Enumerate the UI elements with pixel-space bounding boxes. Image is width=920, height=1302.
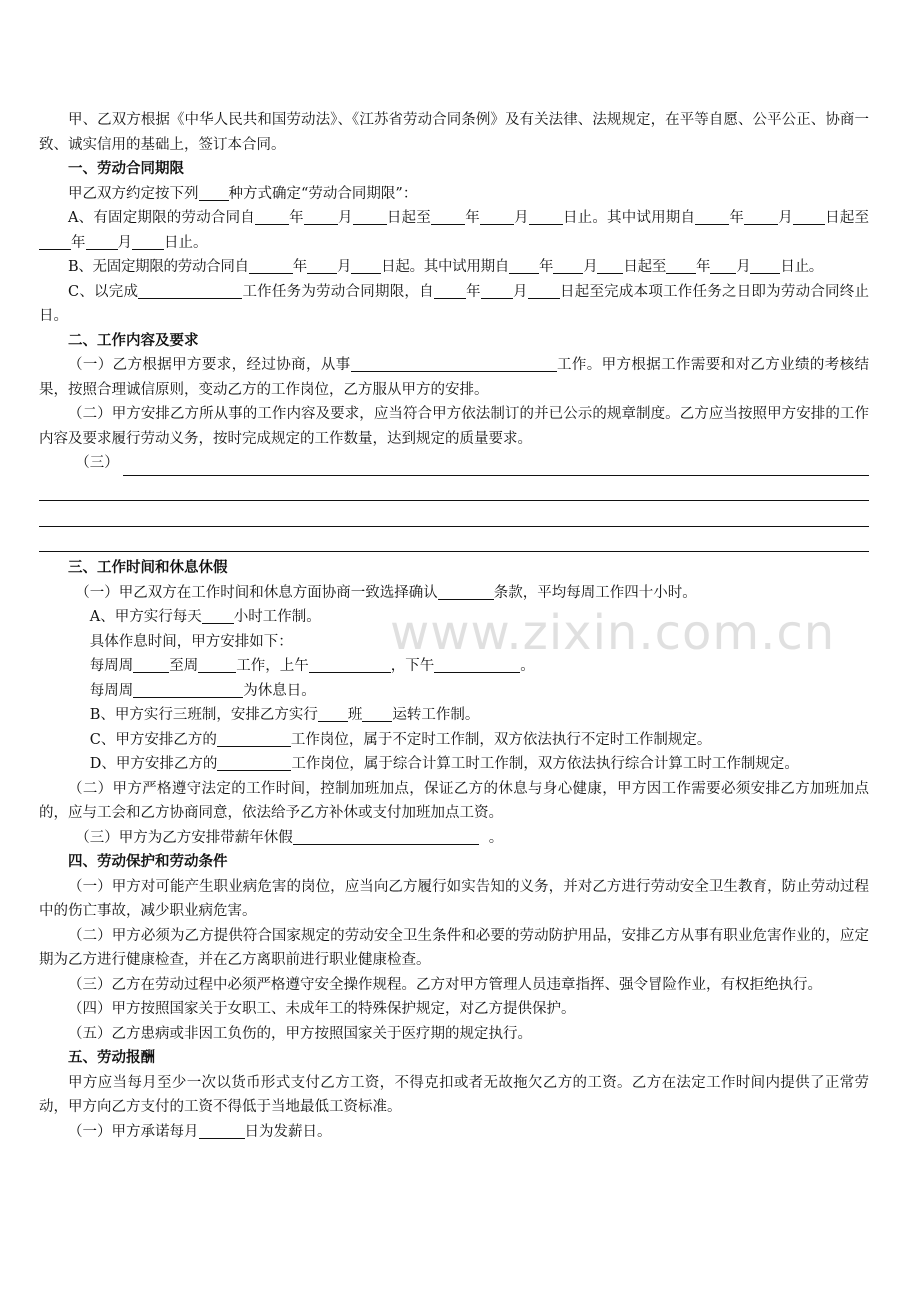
- section-2-title: 二、工作内容及要求: [68, 332, 199, 349]
- s5-paragraph-1: 甲方应当每月至少一次以货币形式支付乙方工资，不得克扣或者无故拖欠乙方的工资。乙方在法定工作时间内提供了正常劳动，甲方向乙方支付的工资不得低于当地最低工资标准。: [39, 1074, 869, 1115]
- blank-field[interactable]: [309, 656, 391, 673]
- blank-field[interactable]: [133, 656, 169, 673]
- s1-line-1: 甲乙双方约定按下列 种方式确定“劳动合同期限”：: [68, 185, 418, 202]
- blank-field[interactable]: [438, 583, 494, 600]
- s5-paragraph-2: （一）甲方承诺每月 日为发薪日。: [68, 1123, 332, 1140]
- s3-schedule-line: 每周周 至周 工作，上午 ，下午 。: [89, 658, 535, 674]
- s3-paragraph-1: （一）甲乙双方在工作时间和休息方面协商一致选择确认 条款，平均每周工作四十小时。: [75, 584, 697, 601]
- blank-field[interactable]: [553, 257, 583, 274]
- s2-item-3: （三）: [39, 451, 869, 476]
- blank-field[interactable]: [597, 257, 623, 274]
- blank-field[interactable]: [138, 282, 242, 299]
- section-4-title: 四、劳动保护和劳动条件: [68, 854, 228, 870]
- s3-option-a: A、甲方实行每天 小时工作制。: [89, 609, 321, 625]
- s4-paragraph-1: （一）甲方对可能产生职业病危害的岗位，应当向乙方履行如实告知的义务，并对乙方进行劳动安全卫生教育，防止劳动过程中的伤亡事故，减少职业病危害。: [39, 878, 869, 919]
- blank-field[interactable]: [199, 184, 229, 201]
- blank-field[interactable]: [318, 705, 348, 722]
- s4-paragraph-3: （三）乙方在劳动过程中必须严格遵守安全操作规程。乙方对甲方管理人员违章指挥、强令冒险作业，有权拒绝执行。: [68, 976, 822, 993]
- s3-option-d: D、甲方安排乙方的 工作岗位，属于综合计算工时工作制，双方依法执行综合计算工时工作制规定。: [89, 756, 799, 772]
- blank-field[interactable]: [434, 656, 520, 673]
- blank-field[interactable]: [39, 233, 71, 250]
- blank-field[interactable]: [133, 681, 243, 698]
- blank-field[interactable]: [481, 282, 513, 299]
- blank-field[interactable]: [199, 1122, 245, 1139]
- blank-field[interactable]: [249, 257, 293, 274]
- blank-field[interactable]: [255, 208, 289, 225]
- blank-field[interactable]: [293, 828, 479, 845]
- blank-field[interactable]: [480, 208, 514, 225]
- blank-field[interactable]: [202, 607, 234, 624]
- blank-field[interactable]: [710, 257, 736, 274]
- s1-option-c: C、以完成 工作任务为劳动合同期限，自 年 月 日起至完成本项工作任务之日即为劳动合同终止日。: [39, 283, 870, 324]
- s2-paragraph-2: （二）甲方安排乙方所从事的工作内容及要求，应当符合甲方依法制订的并已公示的规章制度。乙方应当按照甲方安排的工作内容及要求履行劳动义务，按时完成规定的工作数量，达到规定的质量要求。: [39, 406, 869, 447]
- blank-field[interactable]: [307, 257, 337, 274]
- s3-paragraph-3: （三）甲方为乙方安排带薪年休假 。: [75, 829, 504, 846]
- watermark: www.zixin.com.cn: [390, 605, 836, 661]
- section-3-title: 三、工作时间和休息休假: [68, 560, 228, 576]
- blank-field[interactable]: [217, 730, 291, 747]
- s3-schedule-label: 具体作息时间，甲方安排如下：: [89, 633, 293, 650]
- blank-field[interactable]: [434, 282, 466, 299]
- blank-field[interactable]: [86, 233, 118, 250]
- blank-field[interactable]: [695, 208, 729, 225]
- blank-field[interactable]: [529, 208, 563, 225]
- blank-field[interactable]: [528, 282, 560, 299]
- blank-field[interactable]: [198, 656, 236, 673]
- s4-paragraph-4: （四）甲方按照国家关于女职工、未成年工的特殊保护规定，对乙方提供保护。: [68, 1001, 576, 1017]
- s3-option-c: C、甲方安排乙方的 工作岗位，属于不定时工作制，双方依法执行不定时工作制规定。: [89, 731, 712, 748]
- section-1-title: 一、劳动合同期限: [68, 161, 184, 177]
- s3-paragraph-2: （二）甲方严格遵守法定的工作时间，控制加班加点，保证乙方的休息与身心健康，甲方因工作需要必须安排乙方加班加点的，应与工会和乙方协商同意，依法给予乙方补休或支付加班加点工资。: [39, 780, 869, 821]
- s1-option-b: B、无固定期限的劳动合同自 年 月 日起。其中试用期自 年 月 日起至 年 月 日止。: [68, 259, 824, 275]
- blank-field[interactable]: [793, 208, 825, 225]
- blank-field[interactable]: [353, 208, 387, 225]
- s3-rest-day-line: 每周周 为休息日。: [89, 682, 316, 699]
- s4-paragraph-5: （五）乙方患病或非因工负伤的，甲方按照国家关于医疗期的规定执行。: [68, 1025, 532, 1042]
- blank-field[interactable]: [351, 257, 381, 274]
- s2-paragraph-1: （一）乙方根据甲方要求，经过协商，从事 工作。甲方根据工作需要和对乙方业绩的考核结果，按照合理诚信原则，变动乙方的工作岗位，乙方服从甲方的安排。: [39, 357, 869, 398]
- contract-document: [39, 108, 869, 1144]
- blank-field[interactable]: [509, 257, 539, 274]
- blank-field[interactable]: [362, 705, 392, 722]
- blank-field[interactable]: [217, 754, 291, 771]
- s1-option-a: A、有固定期限的劳动合同自 年 月 日起至 年 月 日止。其中试用期自 年 月 日起至年 月 日止。: [39, 206, 869, 255]
- blank-field[interactable]: [132, 233, 164, 250]
- s4-paragraph-2: （二）甲方必须为乙方提供符合国家规定的劳动安全卫生条件和必要的劳动防护用品，安排乙方从事有职业危害作业的，应定期为乙方进行健康检查，并在乙方离职前进行职业健康检查。: [39, 927, 869, 968]
- blank-line[interactable]: [39, 476, 869, 502]
- blank-field[interactable]: [666, 257, 696, 274]
- section-5-title: 五、劳动报酬: [68, 1050, 155, 1066]
- blank-line[interactable]: [39, 527, 869, 553]
- blank-field[interactable]: [750, 257, 780, 274]
- blank-field[interactable]: [304, 208, 338, 225]
- intro-paragraph: 甲、乙双方根据《中华人民共和国劳动法》、《江苏省劳动合同条例》及有关法律、法规规定，在平等自愿、公平公正、协商一致、诚实信用的基础上，签订本合同。: [39, 112, 869, 153]
- blank-line[interactable]: [123, 458, 869, 476]
- blank-field[interactable]: [431, 208, 465, 225]
- blank-field[interactable]: [351, 355, 557, 372]
- s3-option-b: B、甲方实行三班制，安排乙方实行 班 运转工作制。: [89, 707, 480, 723]
- blank-line[interactable]: [39, 501, 869, 527]
- blank-field[interactable]: [744, 208, 778, 225]
